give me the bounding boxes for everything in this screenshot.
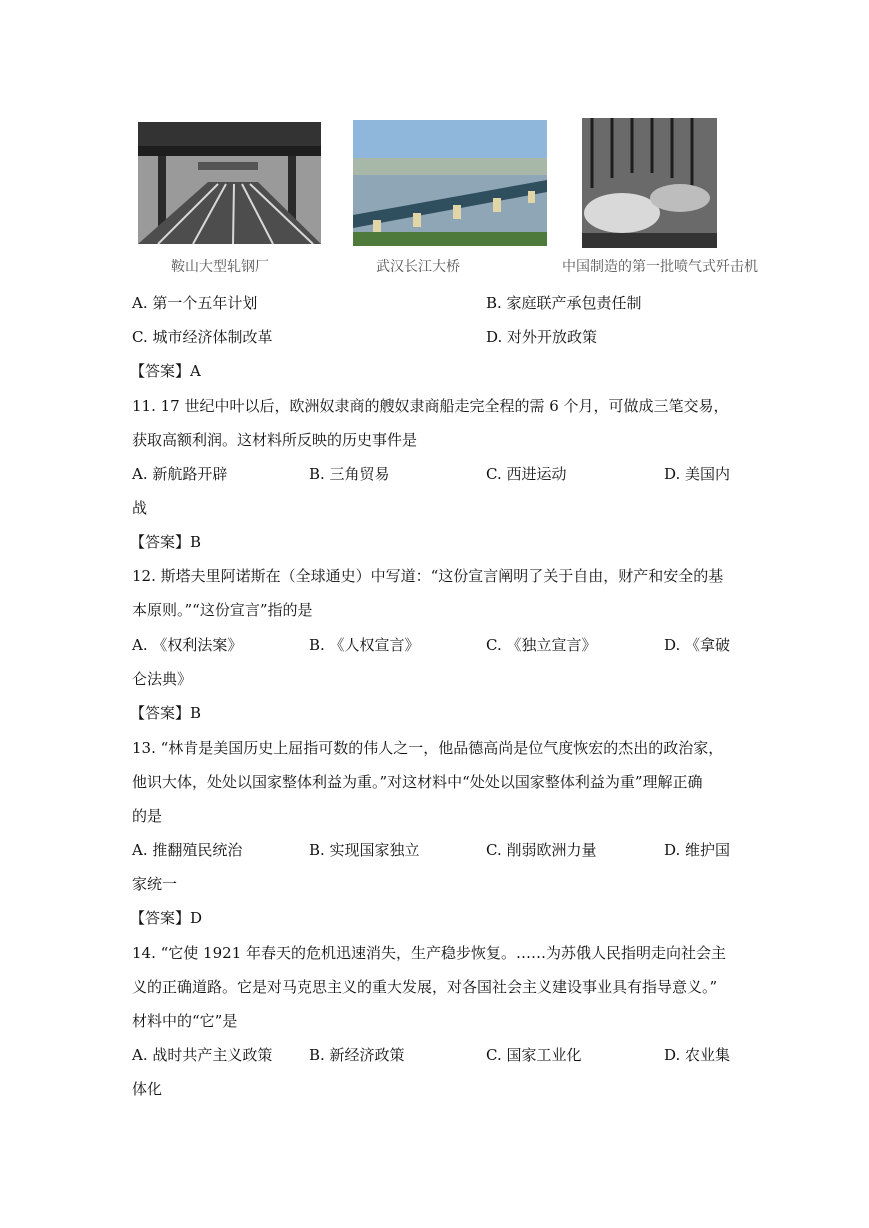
figure-caption: 中国制造的第一批喷气式歼击机	[562, 259, 758, 275]
q11-stem-line: 11. 17 世纪中叶以后，欧洲奴隶商的艘奴隶商船走完全程的需 6 个月，可做成三笔交易，	[132, 397, 729, 415]
q12-stem-line: 12. 斯塔夫里阿诺斯在（全球通史）中写道：“这份宣言阐明了关于自由，财产和安全的基	[132, 567, 724, 585]
q10-option-c: C. 城市经济体制改革	[132, 328, 273, 346]
q14-stem-line: 材料中的“它”是	[132, 1012, 238, 1030]
bridge-photo	[353, 120, 547, 246]
q13-option-c: C. 削弱欧洲力量	[486, 841, 597, 859]
q13-stem-line: 的是	[132, 807, 163, 825]
q13-option-b: B. 实现国家独立	[309, 841, 420, 859]
q11-option-a: A. 新航路开辟	[132, 465, 228, 483]
q14-option-c: C. 国家工业化	[486, 1046, 582, 1064]
q12-option-wrap: 仑法典》	[132, 670, 193, 688]
q13-stem-line: 13. “林肯是美国历史上屈指可数的伟人之一，他品德高尚是位气度恢宏的杰出的政治家，	[132, 739, 724, 757]
q14-option-d: D. 农业集	[664, 1046, 731, 1064]
q12-option-d: D. 《拿破	[664, 636, 731, 654]
q12-option-c: C. 《独立宣言》	[486, 636, 597, 654]
q13-answer: 【答案】D	[130, 909, 203, 927]
steel-mill-photo	[138, 122, 321, 244]
q12-option-b: B. 《人权宣言》	[309, 636, 420, 654]
q14-stem-line: 义的正确道路。它是对马克思主义的重大发展，对各国社会主义建设事业具有指导意义。”	[132, 978, 718, 996]
q11-option-wrap: 战	[132, 499, 148, 517]
q12-option-a: A. 《权利法案》	[132, 636, 243, 654]
q13-option-a: A. 推翻殖民统治	[132, 841, 243, 859]
figure-caption: 武汉长江大桥	[376, 259, 460, 275]
q10-answer: 【答案】A	[130, 362, 201, 380]
q10-option-a: A. 第一个五年计划	[132, 294, 258, 312]
q12-stem-line: 本原则。”“这份宣言”指的是	[132, 601, 313, 619]
q10-option-d: D. 对外开放政策	[486, 328, 598, 346]
q11-stem-line: 获取高额利润。这材料所反映的历史事件是	[132, 431, 418, 449]
q13-option-wrap: 家统一	[132, 875, 178, 893]
q10-option-b: B. 家庭联产承包责任制	[486, 294, 642, 312]
q13-option-d: D. 维护国	[664, 841, 731, 859]
q11-answer: 【答案】B	[130, 533, 202, 551]
q11-option-d: D. 美国内	[664, 465, 731, 483]
q14-option-b: B. 新经济政策	[309, 1046, 405, 1064]
q11-option-c: C. 西进运动	[486, 465, 567, 483]
figure-caption: 鞍山大型轧钢厂	[171, 259, 269, 275]
q14-option-wrap: 体化	[132, 1080, 163, 1098]
q13-stem-line: 他识大体，处处以国家整体利益为重。”对这材料中“处处以国家整体利益为重”理解正确	[132, 773, 703, 791]
jet-factory-photo	[582, 118, 717, 248]
q14-option-a: A. 战时共产主义政策	[132, 1046, 273, 1064]
q12-answer: 【答案】B	[130, 704, 202, 722]
q14-stem-line: 14. “它使 1921 年春天的危机迅速消失，生产稳步恢复。……为苏俄人民指明走向社会主	[132, 944, 727, 962]
q11-option-b: B. 三角贸易	[309, 465, 390, 483]
